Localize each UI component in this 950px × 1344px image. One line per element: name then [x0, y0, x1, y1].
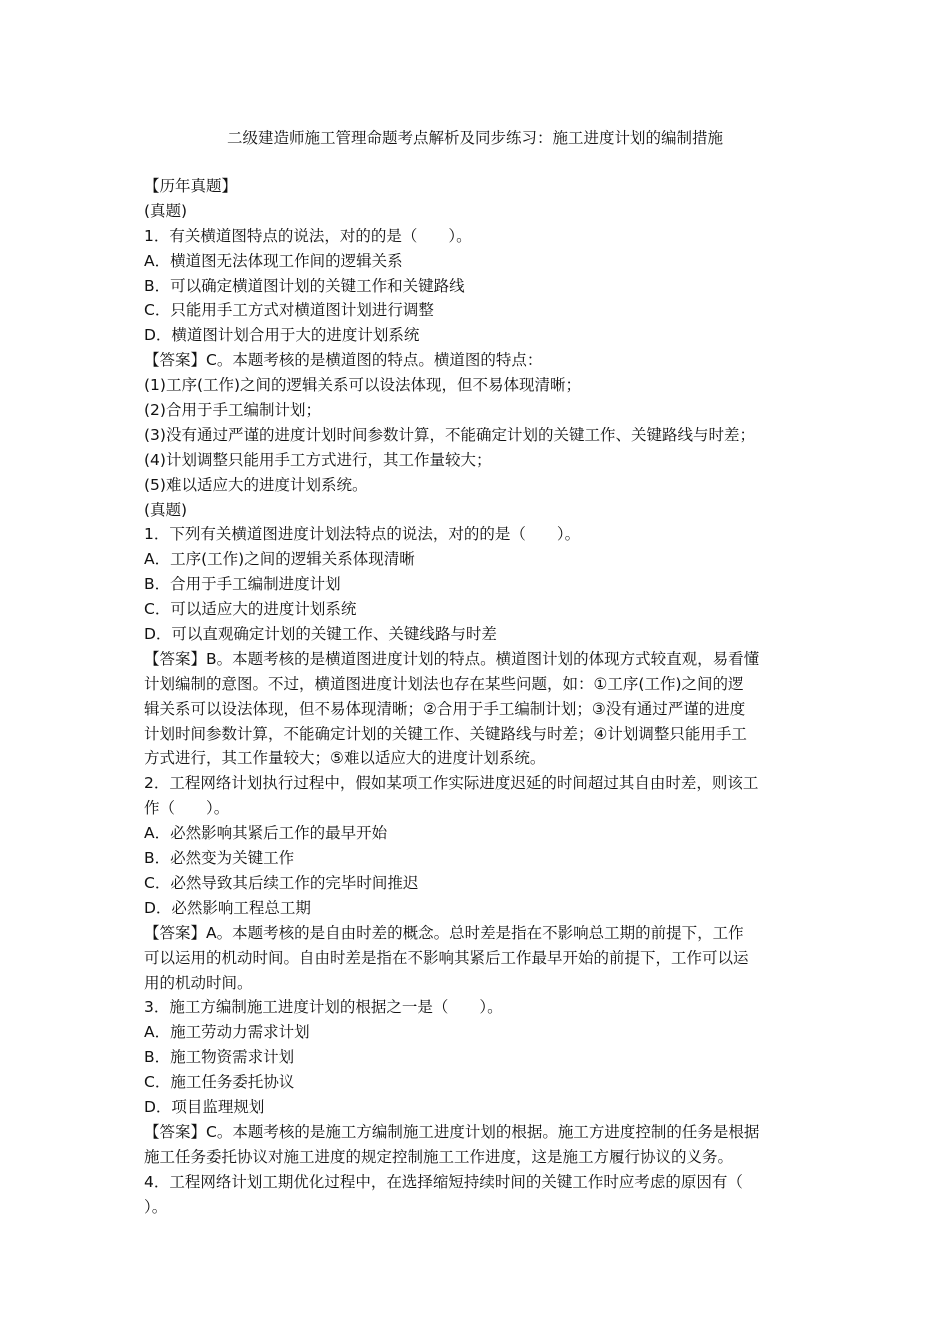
- option-line: C．施工任务委托协议: [144, 1073, 295, 1092]
- option-line: C．可以适应大的进度计划系统: [144, 600, 357, 619]
- answer-line: 施工任务委托协议对施工进度的规定控制施工工作进度，这是施工方履行协议的义务。: [144, 1147, 734, 1166]
- answer-line: 辑关系可以设法体现，但不易体现清晰；②合用于手工编制计划；③没有通过严谨的进度: [144, 699, 746, 718]
- answer-line: 可以运用的机动时间。自由时差是指在不影响其紧后工作最早开始的前提下，工作可以运: [144, 948, 749, 967]
- option-line: B．合用于手工编制进度计划: [144, 575, 341, 594]
- question-stem: ）。: [144, 1197, 168, 1216]
- option-line: A．工序(工作)之间的逻辑关系体现清晰: [144, 550, 415, 569]
- answer-line: (1)工序(工作)之间的逻辑关系可以设法体现，但不易体现清晰；: [144, 376, 582, 395]
- document-title: 二级建造师施工管理命题考点解析及同步练习：施工进度计划的编制措施: [226, 129, 723, 147]
- option-line: B．必然变为关键工作: [144, 849, 295, 868]
- option-line: D．必然影响工程总工期: [144, 898, 311, 917]
- option-line: C．必然导致其后续工作的完毕时间推迟: [144, 873, 419, 892]
- question-stem: 2．工程网络计划执行过程中，假如某项工作实际进度迟延的时间超过其自由时差，则该工: [144, 774, 759, 793]
- source-label: (真题): [144, 500, 188, 519]
- option-line: A．横道图无法体现工作间的逻辑关系: [144, 251, 403, 270]
- question-stem: 1．下列有关横道图进度计划法特点的说法，对的的是（ ）。: [144, 525, 581, 544]
- answer-line: 【答案】C。本题考核的是横道图的特点。横道图的特点：: [144, 351, 543, 370]
- option-line: A．必然影响其紧后工作的最早开始: [144, 824, 388, 843]
- answer-line: (3)没有通过严谨的进度计划时间参数计算，不能确定计划的关键工作、关键路线与时差；: [144, 425, 755, 444]
- answer-line: 用的机动时间。: [144, 973, 253, 992]
- answer-line: 【答案】A。本题考核的是自由时差的概念。总时差是指在不影响总工期的前提下，工作: [144, 923, 744, 942]
- option-line: D．横道图计划合用于大的进度计划系统: [144, 326, 420, 345]
- option-line: D．项目监理规划: [144, 1097, 265, 1116]
- document-body: [144, 174, 812, 1219]
- option-line: B．施工物资需求计划: [144, 1048, 295, 1067]
- answer-line: 方式进行，其工作量较大；⑤难以适应大的进度计划系统。: [144, 749, 546, 768]
- option-line: B．可以确定横道图计划的关键工作和关键路线: [144, 276, 465, 295]
- option-line: A．施工劳动力需求计划: [144, 1023, 310, 1042]
- answer-line: 计划编制的意图。不过，横道图进度计划法也存在某些问题，如：①工序(工作)之间的逻: [144, 674, 744, 693]
- question-stem: 1．有关横道图特点的说法，对的的是（ ）。: [144, 226, 472, 245]
- option-line: D．可以直观确定计划的关键工作、关键线路与时差: [144, 625, 497, 644]
- answer-line: 计划时间参数计算，不能确定计划的关键工作、关键路线与时差；④计划调整只能用手工: [144, 724, 747, 743]
- question-stem: 3．施工方编制施工进度计划的根据之一是（ ）。: [144, 998, 503, 1017]
- answer-line: 【答案】C。本题考核的是施工方编制施工进度计划的根据。施工方进度控制的任务是根据: [144, 1122, 760, 1141]
- answer-line: 【答案】B。本题考核的是横道图进度计划的特点。横道图计划的体现方式较直观，易看懂: [144, 649, 760, 668]
- answer-line: (5)难以适应大的进度计划系统。: [144, 475, 368, 494]
- question-stem: 作（ ）。: [144, 799, 230, 818]
- section-heading: 【历年真题】: [144, 177, 238, 195]
- option-line: C．只能用手工方式对横道图计划进行调整: [144, 301, 434, 320]
- source-label: (真题): [144, 201, 188, 220]
- question-stem: 4．工程网络计划工期优化过程中，在选择缩短持续时间的关键工作时应考虑的原因有（: [144, 1172, 743, 1191]
- answer-line: (2)合用于手工编制计划；: [144, 401, 321, 420]
- answer-line: (4)计划调整只能用手工方式进行，其工作量较大；: [144, 450, 492, 469]
